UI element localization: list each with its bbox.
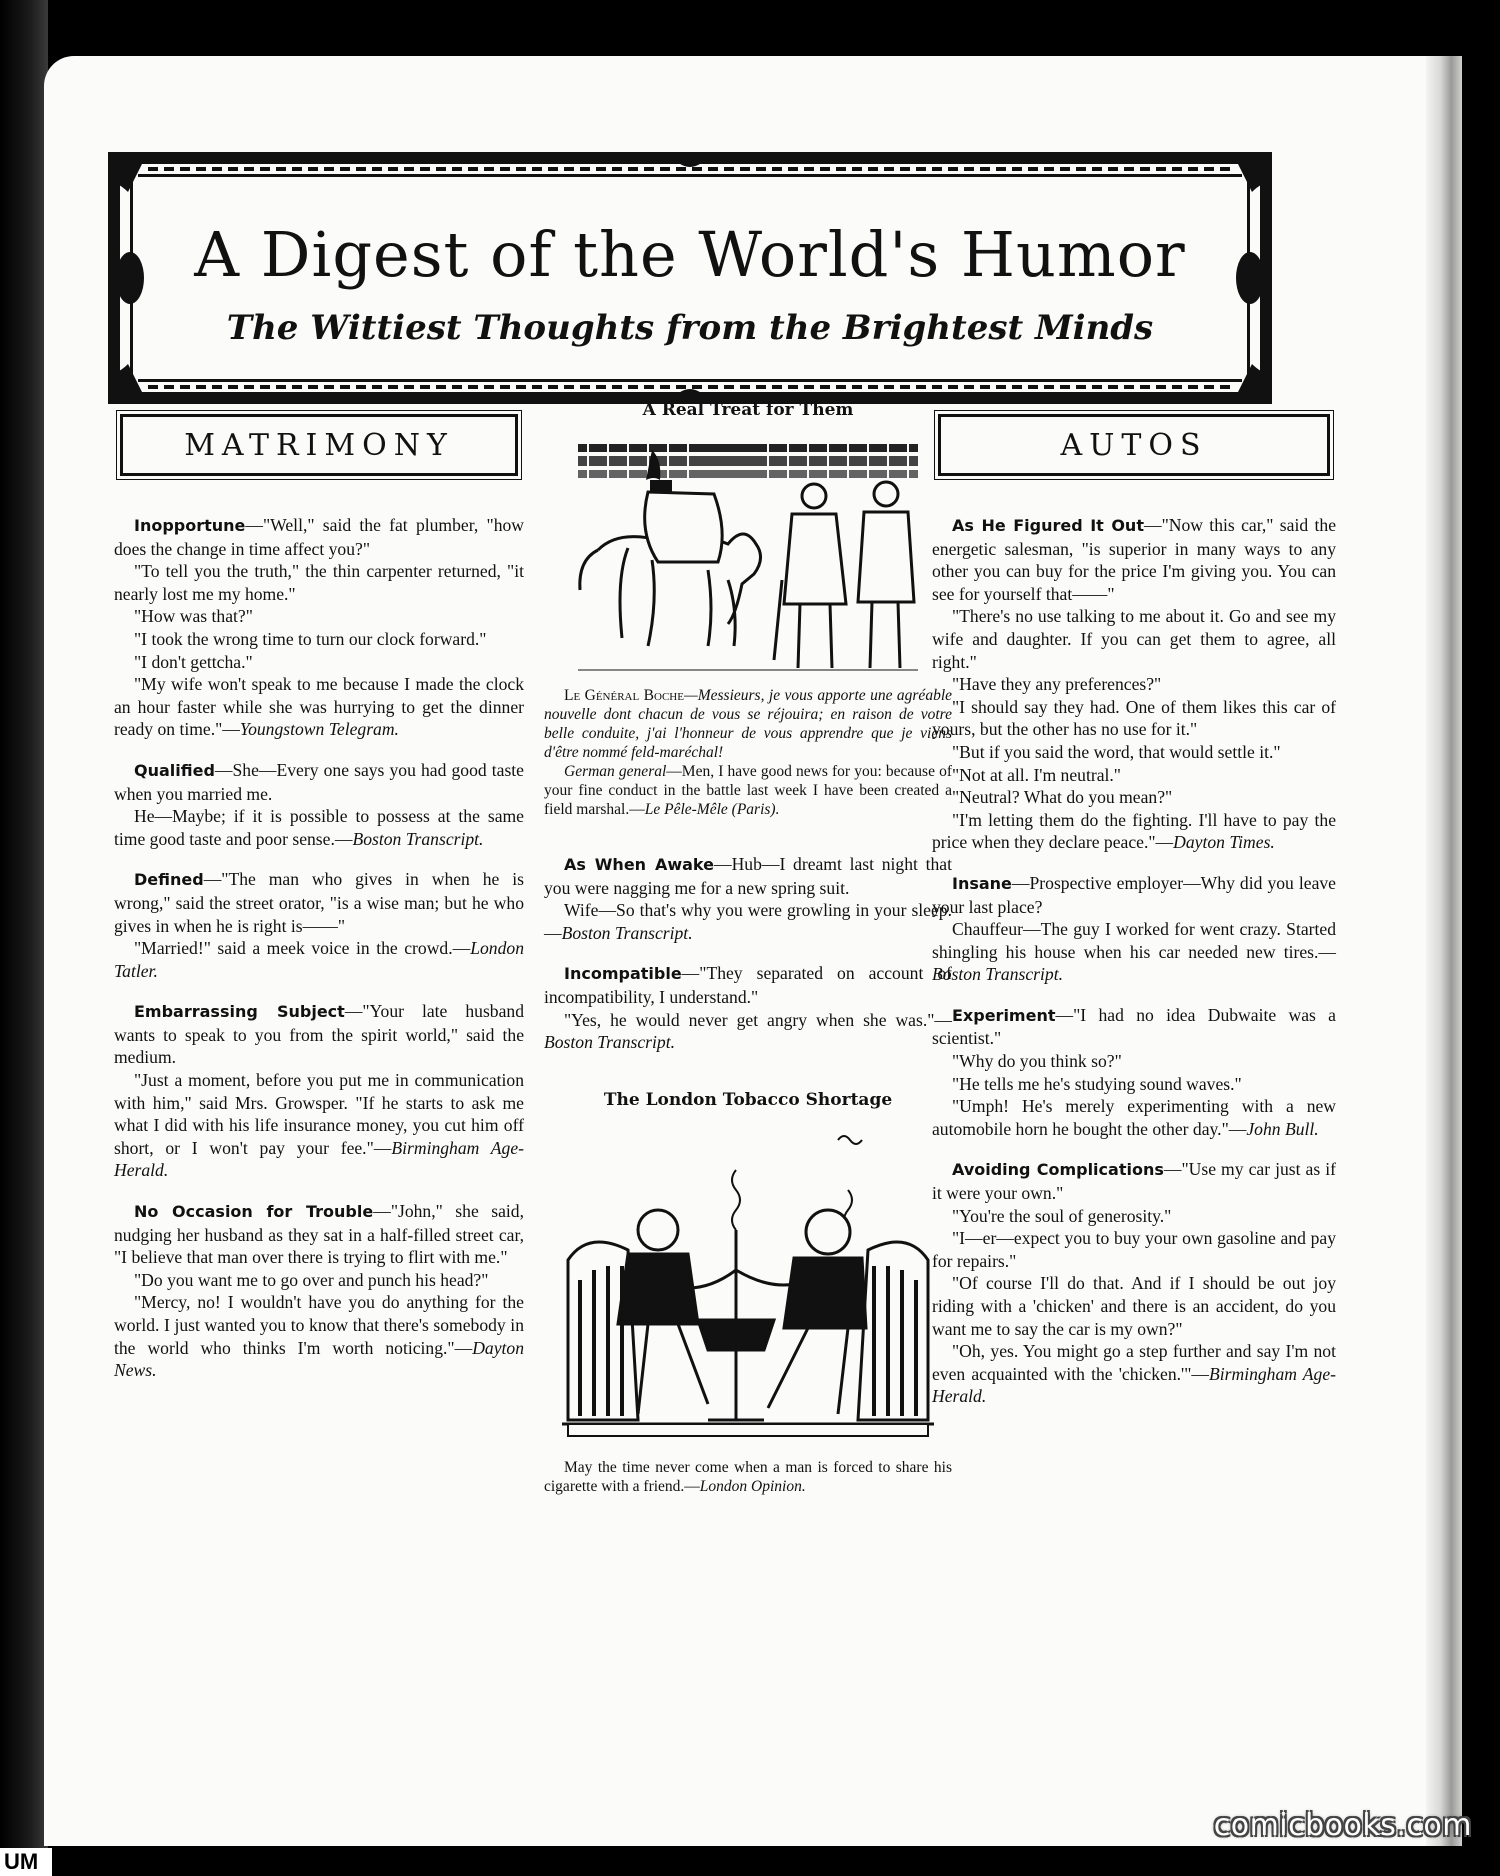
- caption-source: London Opinion.: [699, 1477, 806, 1495]
- item-keyword: Defined: [134, 870, 204, 890]
- item-keyword: As When Awake: [564, 855, 714, 874]
- caption-speaker: Le Général Boche: [564, 687, 684, 704]
- section-header-matrimony: MATRIMONY: [120, 414, 518, 476]
- item-source: Birmingham Age-Herald.: [114, 1137, 525, 1181]
- item-source: Dayton News.: [114, 1337, 524, 1381]
- item-keyword: No Occasion for Trouble: [134, 1202, 374, 1222]
- item-as-when-awake: As When Awake—Hub—I dreamt last night that you were nagging me for a new spring suit. Wife—So that's why you were growling in your sleep.—Boston Transcript.: [544, 854, 952, 943]
- page-edge-shadow: [1426, 56, 1462, 1846]
- section-header-autos: AUTOS: [938, 414, 1330, 476]
- item-embarrassing-subject: Embarrassing Subject—"Your late husband wants to speak to you from the spirit world," said the medium. "Just a moment, before you put me in communication with him," said Mrs. Growsper. "If he starts to ask me what I did with his life insurance money, you cut him off short, or I won't pay your fee."—Birmingham Age-Herald.: [114, 1001, 525, 1181]
- item-source: John Bull.: [1246, 1118, 1319, 1139]
- cartoon-general-illustration: [568, 430, 928, 678]
- middle-column: [544, 400, 952, 1496]
- item-incompatible: Incompatible—"They separated on account of incompatibility, I understand." "Yes, he would never get angry when she was."—Boston Transcript.: [544, 963, 952, 1053]
- cartoon-caption-real-treat: Le Général Boche—Messieurs, je vous apporte une agréable nouvelle dont chacun de vous se réjouira; en raison de votre belle conduite, j'ai l'honneur de vous apprendre que je viens d'être nommé feld-maréchal! German general—Men, I have good news for you: because of your fine conduct in the battle last week I have been created a field marshal.—Le Pêle-Mêle (Paris).: [544, 687, 953, 818]
- scan-edge-label: UM: [0, 1848, 52, 1876]
- item-source: Boston Transcript.: [352, 828, 484, 849]
- item-keyword: Qualified: [134, 760, 215, 780]
- item-keyword: Insane: [952, 873, 1012, 893]
- item-insane: Insane—Prospective employer—Why did you leave your last place? Chauffeur—The guy I worked for went crazy. Started shingling his house when his car needed new tires.—Boston Transcript.: [932, 872, 1336, 985]
- right-column: [932, 410, 1336, 1426]
- scan-left-edge: [0, 0, 48, 1876]
- cartoon-title-real-treat: A Real Treat for Them: [642, 400, 854, 420]
- item-keyword: Embarrassing Subject: [134, 1002, 345, 1022]
- item-avoiding-complications: Avoiding Complications—"Use my car just as if it were your own." "You're the soul of generosity." "I—er—expect you to buy your own gasoline and pay for repairs." "Of course I'll do that. And if I should be out joy riding with a 'chicken' and there is an accident, do you want me to say the car is my own?" "Oh, yes. You might go a step further and say I'm not even acquainted with the 'chicken.'"—Birmingham Age-Herald.: [932, 1159, 1337, 1407]
- item-source: Birmingham Age-Herald.: [932, 1363, 1337, 1407]
- masthead-title: A Digest of the World's Humor: [194, 218, 1186, 291]
- caption-source: Le Pêle-Mêle (Paris).: [644, 801, 780, 818]
- item-as-he-figured-it-out: As He Figured It Out—"Now this car," said the energetic salesman, "is superior in many ways to any other you can buy for the price I'm giving you. You can see for yourself that——" "There's no use talking to me about it. Go and see my wife and daughter. If you can get them to agree, all right." "Have they any preferences?" "I should say they had. One of them likes this car of yours, but the other has no use for it." "But if you said the word, that would settle it." "Not at all. I'm neutral." "Neutral? What do you mean?" "I'm letting them do the fighting. I'll have to pay the price when they declare peace."—Dayton Times.: [932, 515, 1336, 853]
- cartoon-caption-tobacco-shortage: May the time never come when a man is forced to share his cigarette with a friend.—London Opinion.: [544, 1458, 952, 1495]
- item-keyword: Incompatible: [564, 964, 682, 984]
- cartoon-tobacco-illustration: [558, 1120, 938, 1450]
- magazine-page: [44, 56, 1462, 1846]
- watermark-text: comicbooks.com: [1213, 1808, 1472, 1843]
- item-no-occasion-for-trouble: No Occasion for Trouble—"John," she said, nudging her husband as they sat in a half-filled street car, "I believe that man over there is trying to flirt with me." "Do you want me to go over and punch his head?" "Mercy, no! I wouldn't have you do anything for the world. I just wanted you to know that there's somebody in the world who thinks I'm worth noticing."—Dayton News.: [114, 1201, 524, 1381]
- item-keyword: As He Figured It Out: [952, 516, 1144, 535]
- item-source: Boston Transcript.: [561, 922, 693, 943]
- item-keyword: Avoiding Complications: [952, 1160, 1164, 1180]
- item-experiment: Experiment—"I had no idea Dubwaite was a scientist." "Why do you think so?" "He tells me he's studying sound waves." "Umph! He's merely experimenting with a new automobile horn he bought the other day."—John Bull.: [932, 1004, 1336, 1139]
- item-source: Dayton Times.: [1173, 832, 1275, 853]
- item-source: Boston Transcript.: [932, 964, 1063, 985]
- item-source: London Tatler.: [114, 938, 524, 981]
- item-qualified: Qualified—She—Every one says you had good taste when you married me. He—Maybe; if it is possible to possess at the same time good taste and poor sense.—Boston Transcript.: [114, 759, 524, 849]
- masthead-subtitle: The Wittiest Thoughts from the Brightest Minds: [226, 308, 1154, 348]
- cartoon-title-tobacco-shortage: The London Tobacco Shortage: [603, 1089, 893, 1110]
- item-source: Boston Transcript.: [544, 1032, 675, 1053]
- item-defined: Defined—"The man who gives in when he is wrong," said the street orator, "is a wise man; but he who gives in when he is right is——" "Married!" said a meek voice in the crowd.—London Tatler.: [114, 869, 524, 981]
- masthead: [108, 152, 1272, 404]
- item-keyword: Experiment: [952, 1005, 1056, 1025]
- item-source: Youngstown Telegram.: [239, 719, 399, 740]
- item-keyword: Inopportune: [134, 516, 246, 535]
- left-column: [114, 410, 524, 1400]
- item-inopportune: Inopportune—"Well," said the fat plumber, "how does the change in time affect you?" "To tell you the truth," the thin carpenter returned, "it nearly lost me my home." "How was that?" "I took the wrong time to turn our clock forward." "I don't gettcha." "My wife won't speak to me because I made the clock an hour faster while she was hurrying to get the dinner ready on time."—Youngstown Telegram.: [114, 515, 524, 740]
